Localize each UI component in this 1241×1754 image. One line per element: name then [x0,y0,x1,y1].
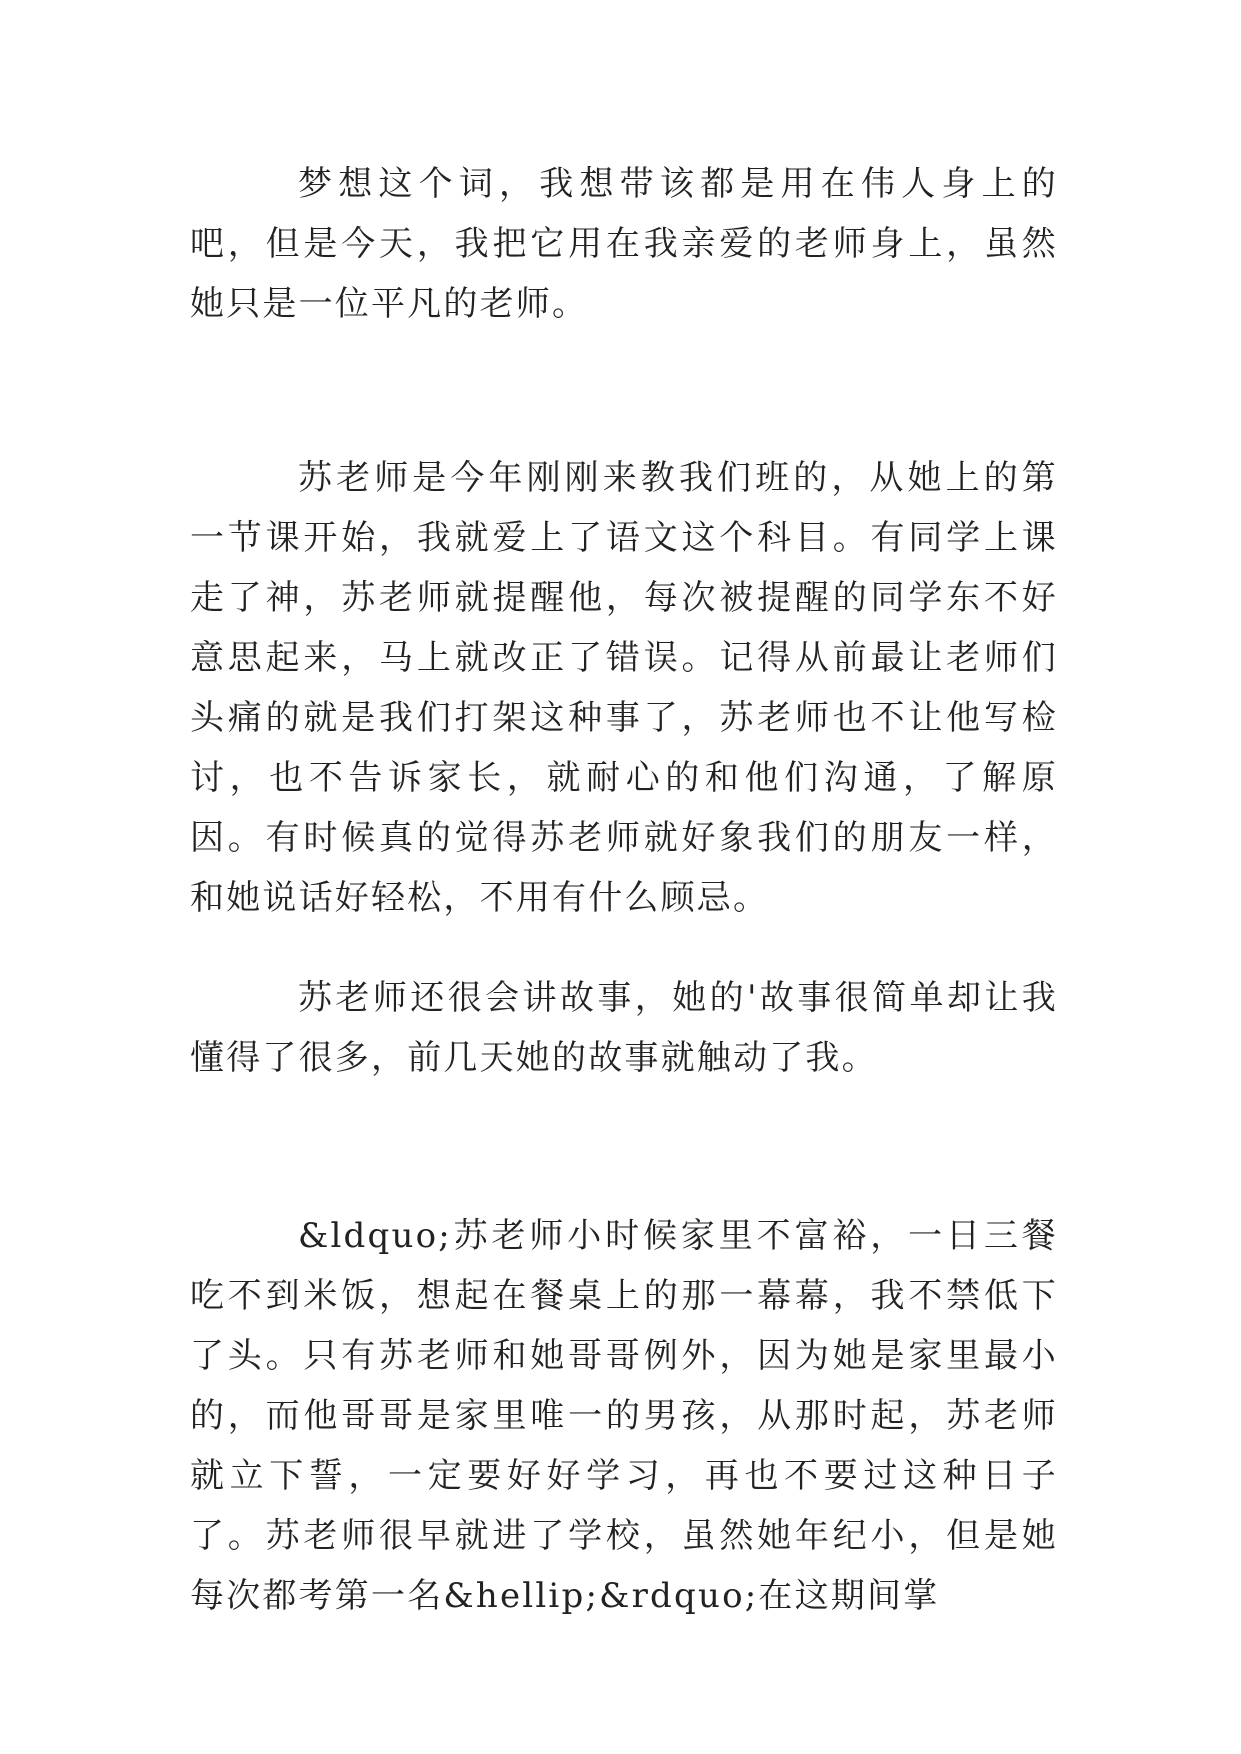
paragraph-storytelling: 苏老师还很会讲故事，她的'故事很简单却让我懂得了很多，前几天她的故事就触动了我。 [190,978,1058,1078]
paragraph-dream-intro: 梦想这个词，我想带该都是用在伟人身上的吧，但是今天，我把它用在我亲爱的老师身上，虽然她只是一位平凡的老师。 [190,164,1058,324]
paragraph-teacher-su: 苏老师是今年刚刚来教我们班的，从她上的第一节课开始，我就爱上了语文这个科目。有同学上课走了神，苏老师就提醒他，每次被提醒的同学东不好意思起来，马上就改正了错误。记得从前最让老师们头痛的就是我们打架这种事了，苏老师也不让他写检讨，也不告诉家长，就耐心的和他们沟通，了解原因。有时候真的觉得苏老师就好象我们的朋友一样，和她说话好轻松，不用有什么顾忌。 [190,458,1058,918]
paragraph-childhood-story: &ldquo;苏老师小时候家里不富裕，一日三餐吃不到米饭，想起在餐桌上的那一幕幕，我不禁低下了头。只有苏老师和她哥哥例外，因为她是家里最小的，而他哥哥是家里唯一的男孩，从那时起，苏老师就立下誓，一定要好好学习，再也不要过这种日子了。苏老师很早就进了学校，虽然她年纪小，但是她每次都考第一名&hellip;&rdquo;在这期间掌 [190,1216,1058,1616]
